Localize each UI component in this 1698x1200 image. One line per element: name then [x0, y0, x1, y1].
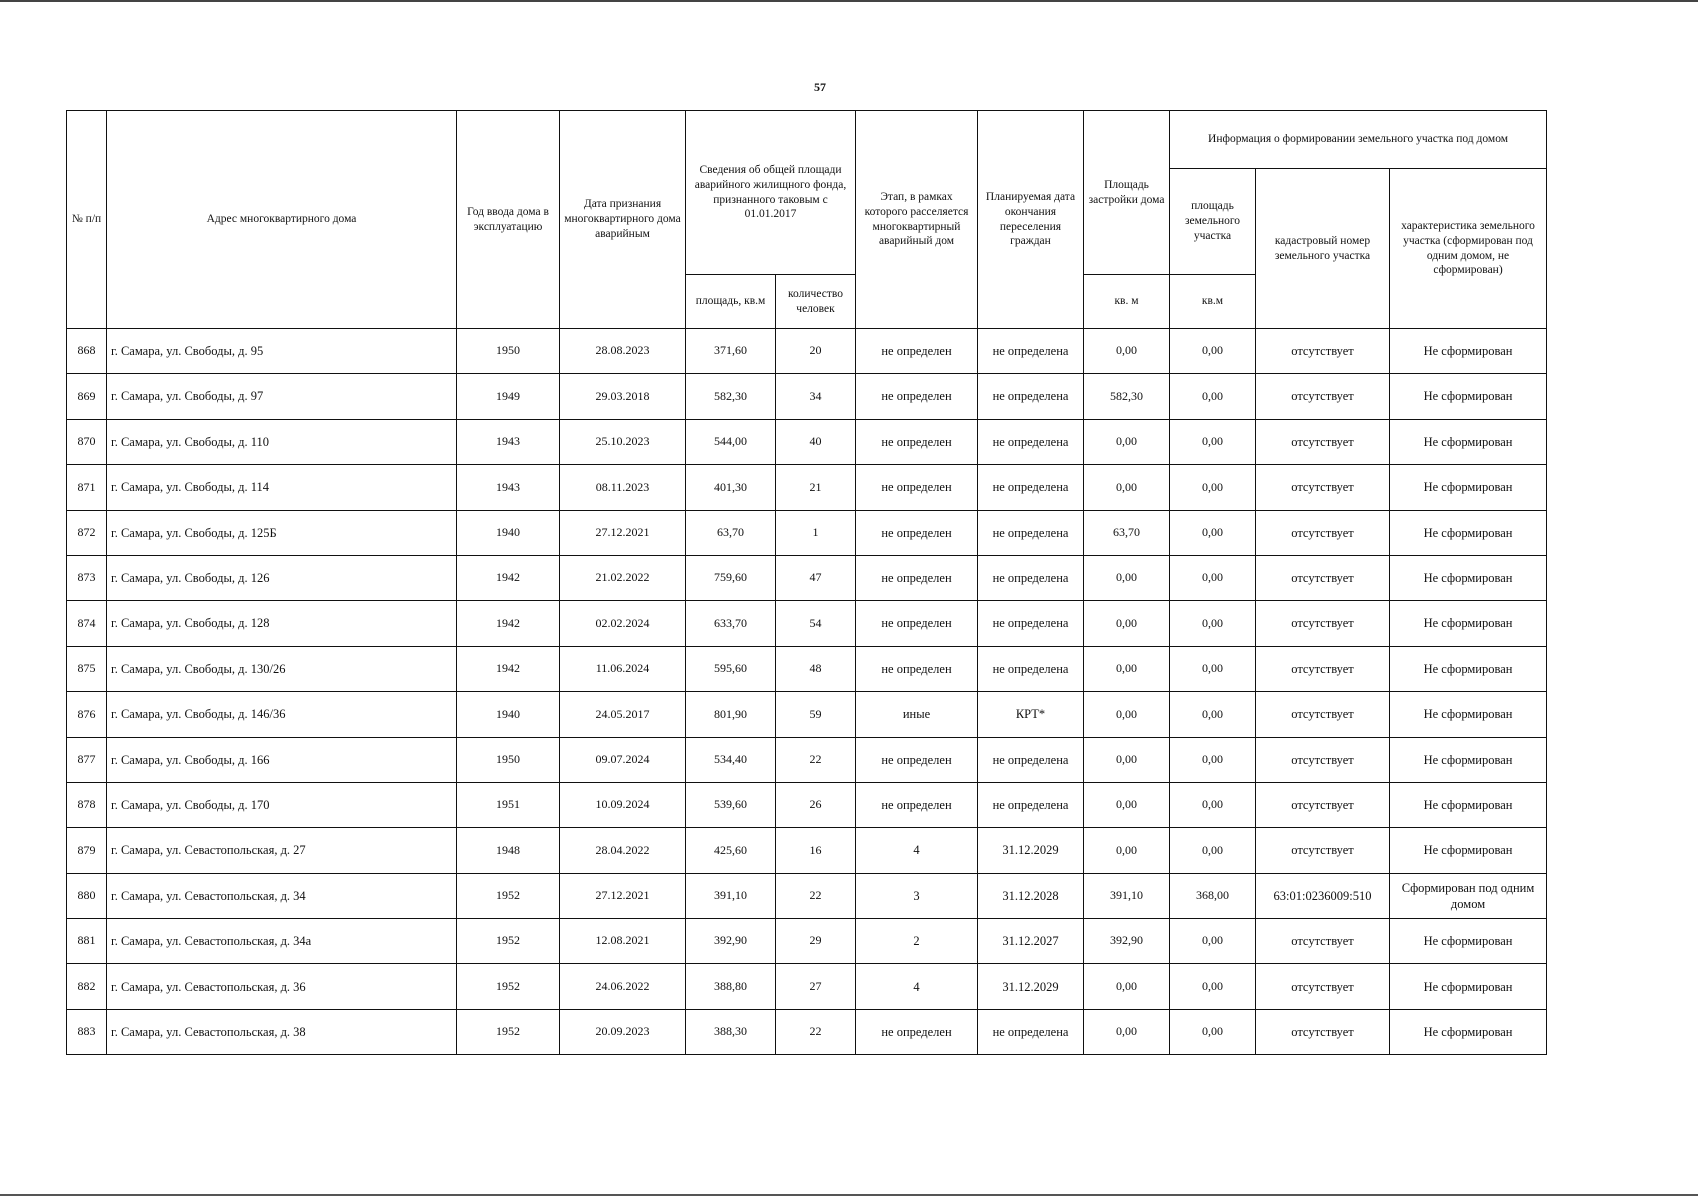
table-row	[67, 510, 1547, 555]
cell-emergency-date: 28.08.2023	[560, 329, 686, 374]
cell-emergency-date: 11.06.2024	[560, 646, 686, 691]
cell-area: 595,60	[686, 646, 776, 691]
cell-land-status: Не сформирован	[1390, 555, 1547, 600]
cell-address: г. Самара, ул. Севастопольская, д. 38	[107, 1009, 457, 1054]
header-stage: Этап, в рамках которого расселяется многоквартирный аварийный дом	[856, 111, 978, 329]
cell-land-area: 0,00	[1170, 1009, 1256, 1054]
cell-planned-end: 31.12.2029	[978, 828, 1084, 873]
cell-people: 27	[776, 964, 856, 1009]
cell-address: г. Самара, ул. Свободы, д. 130/26	[107, 646, 457, 691]
cell-land-area: 0,00	[1170, 919, 1256, 964]
cell-people: 48	[776, 646, 856, 691]
table-row	[67, 419, 1547, 464]
cell-year: 1950	[457, 329, 560, 374]
cell-land-status: Не сформирован	[1390, 919, 1547, 964]
cell-num: 869	[67, 374, 107, 419]
header-emergency-date: Дата признания многоквартирного дома аварийным	[560, 111, 686, 329]
cell-building-area: 0,00	[1084, 692, 1170, 737]
header-building-area-unit: кв. м	[1084, 275, 1170, 329]
cell-land-status: Сформирован под одним домом	[1390, 873, 1547, 918]
cell-year: 1952	[457, 964, 560, 1009]
cell-planned-end: 31.12.2029	[978, 964, 1084, 1009]
cell-emergency-date: 29.03.2018	[560, 374, 686, 419]
cell-address: г. Самара, ул. Свободы, д. 146/36	[107, 692, 457, 737]
cell-year: 1940	[457, 692, 560, 737]
cell-emergency-date: 08.11.2023	[560, 465, 686, 510]
header-land-group: Информация о формировании земельного участка под домом	[1170, 111, 1547, 169]
cell-year: 1949	[457, 374, 560, 419]
cell-area: 633,70	[686, 601, 776, 646]
cell-stage: не определен	[856, 1009, 978, 1054]
cell-cadastral: отсутствует	[1256, 737, 1390, 782]
cell-stage: не определен	[856, 419, 978, 464]
cell-address: г. Самара, ул. Севастопольская, д. 34	[107, 873, 457, 918]
cell-people: 21	[776, 465, 856, 510]
cell-people: 29	[776, 919, 856, 964]
cell-building-area: 392,90	[1084, 919, 1170, 964]
table-row	[67, 329, 1547, 374]
header-year: Год ввода дома в эксплуатацию	[457, 111, 560, 329]
cell-building-area: 0,00	[1084, 737, 1170, 782]
cell-people: 22	[776, 737, 856, 782]
cell-cadastral: отсутствует	[1256, 919, 1390, 964]
cell-area: 371,60	[686, 329, 776, 374]
table-row	[67, 374, 1547, 419]
table-row	[67, 1009, 1547, 1054]
cell-land-status: Не сформирован	[1390, 601, 1547, 646]
cell-land-area: 0,00	[1170, 828, 1256, 873]
cell-building-area: 0,00	[1084, 419, 1170, 464]
cell-stage: не определен	[856, 510, 978, 555]
cell-planned-end: не определена	[978, 374, 1084, 419]
table-row	[67, 964, 1547, 1009]
cell-year: 1942	[457, 601, 560, 646]
cell-address: г. Самара, ул. Свободы, д. 114	[107, 465, 457, 510]
cell-land-area: 0,00	[1170, 419, 1256, 464]
cell-people: 1	[776, 510, 856, 555]
cell-land-status: Не сформирован	[1390, 329, 1547, 374]
cell-num: 873	[67, 555, 107, 600]
cell-cadastral: отсутствует	[1256, 828, 1390, 873]
cell-stage: иные	[856, 692, 978, 737]
header-address: Адрес многоквартирного дома	[107, 111, 457, 329]
cell-land-area: 0,00	[1170, 374, 1256, 419]
header-building-area: Площадь застройки дома	[1084, 111, 1170, 275]
cell-people: 22	[776, 873, 856, 918]
cell-planned-end: не определена	[978, 737, 1084, 782]
cell-stage: не определен	[856, 465, 978, 510]
cell-people: 54	[776, 601, 856, 646]
cell-land-area: 0,00	[1170, 601, 1256, 646]
cell-building-area: 0,00	[1084, 555, 1170, 600]
header-land-area: площадь земельного участка	[1170, 169, 1256, 275]
cell-people: 34	[776, 374, 856, 419]
cell-area: 388,80	[686, 964, 776, 1009]
cell-area: 63,70	[686, 510, 776, 555]
cell-year: 1942	[457, 646, 560, 691]
header-land-status: характеристика земельного участка (сформирован под одним домом, не сформирован)	[1390, 169, 1547, 329]
cell-planned-end: не определена	[978, 419, 1084, 464]
cell-cadastral: отсутствует	[1256, 374, 1390, 419]
cell-people: 16	[776, 828, 856, 873]
cell-building-area: 0,00	[1084, 1009, 1170, 1054]
table-row	[67, 828, 1547, 873]
cell-emergency-date: 27.12.2021	[560, 510, 686, 555]
cell-land-area: 0,00	[1170, 555, 1256, 600]
cell-land-status: Не сформирован	[1390, 1009, 1547, 1054]
cell-emergency-date: 21.02.2022	[560, 555, 686, 600]
cell-cadastral: отсутствует	[1256, 465, 1390, 510]
header-area-info-group: Сведения об общей площади аварийного жилищного фонда, признанного таковым с 01.01.2017	[686, 111, 856, 275]
cell-cadastral: отсутствует	[1256, 964, 1390, 1009]
cell-address: г. Самара, ул. Свободы, д. 170	[107, 782, 457, 827]
cell-land-area: 0,00	[1170, 782, 1256, 827]
cell-stage: 4	[856, 964, 978, 1009]
cell-year: 1943	[457, 419, 560, 464]
cell-building-area: 0,00	[1084, 964, 1170, 1009]
cell-planned-end: не определена	[978, 601, 1084, 646]
cell-num: 876	[67, 692, 107, 737]
cell-num: 868	[67, 329, 107, 374]
cell-emergency-date: 09.07.2024	[560, 737, 686, 782]
cell-stage: не определен	[856, 782, 978, 827]
cell-land-area: 0,00	[1170, 737, 1256, 782]
cell-area: 801,90	[686, 692, 776, 737]
cell-area: 534,40	[686, 737, 776, 782]
cell-area: 391,10	[686, 873, 776, 918]
cell-stage: не определен	[856, 329, 978, 374]
cell-area: 544,00	[686, 419, 776, 464]
cell-stage: 4	[856, 828, 978, 873]
cell-year: 1952	[457, 1009, 560, 1054]
cell-land-area: 0,00	[1170, 510, 1256, 555]
cell-num: 877	[67, 737, 107, 782]
cell-land-status: Не сформирован	[1390, 782, 1547, 827]
cell-year: 1943	[457, 465, 560, 510]
cell-emergency-date: 20.09.2023	[560, 1009, 686, 1054]
cell-cadastral: отсутствует	[1256, 329, 1390, 374]
table-body	[67, 329, 1547, 1055]
cell-land-area: 0,00	[1170, 465, 1256, 510]
cell-cadastral: отсутствует	[1256, 692, 1390, 737]
cell-land-status: Не сформирован	[1390, 465, 1547, 510]
cell-num: 882	[67, 964, 107, 1009]
emergency-housing-table	[66, 110, 1547, 1055]
header-people-count: количество человек	[776, 275, 856, 329]
cell-land-status: Не сформирован	[1390, 419, 1547, 464]
cell-land-status: Не сформирован	[1390, 828, 1547, 873]
header-area-sqm: площадь, кв.м	[686, 275, 776, 329]
table-row	[67, 873, 1547, 918]
cell-people: 20	[776, 329, 856, 374]
cell-land-area: 0,00	[1170, 329, 1256, 374]
cell-emergency-date: 27.12.2021	[560, 873, 686, 918]
table-header	[67, 111, 1547, 329]
header-cadastral: кадастровый номер земельного участка	[1256, 169, 1390, 329]
cell-num: 878	[67, 782, 107, 827]
cell-land-status: Не сформирован	[1390, 510, 1547, 555]
cell-cadastral: 63:01:0236009:510	[1256, 873, 1390, 918]
cell-planned-end: не определена	[978, 465, 1084, 510]
cell-planned-end: КРТ*	[978, 692, 1084, 737]
cell-planned-end: не определена	[978, 510, 1084, 555]
cell-num: 880	[67, 873, 107, 918]
cell-year: 1942	[457, 555, 560, 600]
cell-num: 871	[67, 465, 107, 510]
cell-land-area: 0,00	[1170, 646, 1256, 691]
cell-planned-end: 31.12.2027	[978, 919, 1084, 964]
cell-area: 539,60	[686, 782, 776, 827]
cell-area: 582,30	[686, 374, 776, 419]
cell-land-area: 0,00	[1170, 692, 1256, 737]
cell-cadastral: отсутствует	[1256, 1009, 1390, 1054]
cell-stage: не определен	[856, 737, 978, 782]
cell-emergency-date: 02.02.2024	[560, 601, 686, 646]
cell-address: г. Самара, ул. Севастопольская, д. 36	[107, 964, 457, 1009]
cell-address: г. Самара, ул. Свободы, д. 166	[107, 737, 457, 782]
cell-people: 26	[776, 782, 856, 827]
top-scan-rule	[0, 0, 1698, 2]
cell-planned-end: не определена	[978, 1009, 1084, 1054]
cell-stage: не определен	[856, 555, 978, 600]
header-planned-end: Планируемая дата окончания переселения граждан	[978, 111, 1084, 329]
cell-cadastral: отсутствует	[1256, 601, 1390, 646]
cell-address: г. Самара, ул. Свободы, д. 128	[107, 601, 457, 646]
cell-area: 401,30	[686, 465, 776, 510]
cell-building-area: 0,00	[1084, 465, 1170, 510]
cell-address: г. Самара, ул. Свободы, д. 126	[107, 555, 457, 600]
cell-emergency-date: 24.05.2017	[560, 692, 686, 737]
cell-area: 759,60	[686, 555, 776, 600]
cell-stage: 3	[856, 873, 978, 918]
cell-num: 879	[67, 828, 107, 873]
page-number: 57	[814, 80, 826, 94]
cell-area: 425,60	[686, 828, 776, 873]
cell-address: г. Самара, ул. Свободы, д. 97	[107, 374, 457, 419]
table-row	[67, 919, 1547, 964]
cell-year: 1951	[457, 782, 560, 827]
cell-planned-end: не определена	[978, 555, 1084, 600]
table-row	[67, 782, 1547, 827]
cell-building-area: 63,70	[1084, 510, 1170, 555]
cell-year: 1940	[457, 510, 560, 555]
cell-land-area: 368,00	[1170, 873, 1256, 918]
cell-stage: не определен	[856, 374, 978, 419]
cell-address: г. Самара, ул. Севастопольская, д. 34а	[107, 919, 457, 964]
cell-cadastral: отсутствует	[1256, 555, 1390, 600]
cell-cadastral: отсутствует	[1256, 782, 1390, 827]
header-land-area-unit: кв.м	[1170, 275, 1256, 329]
cell-num: 883	[67, 1009, 107, 1054]
cell-land-status: Не сформирован	[1390, 737, 1547, 782]
cell-num: 881	[67, 919, 107, 964]
cell-land-status: Не сформирован	[1390, 964, 1547, 1009]
cell-people: 47	[776, 555, 856, 600]
table-row	[67, 601, 1547, 646]
cell-emergency-date: 25.10.2023	[560, 419, 686, 464]
table-row	[67, 737, 1547, 782]
table-row	[67, 465, 1547, 510]
cell-building-area: 582,30	[1084, 374, 1170, 419]
cell-building-area: 0,00	[1084, 782, 1170, 827]
cell-year: 1948	[457, 828, 560, 873]
cell-building-area: 0,00	[1084, 601, 1170, 646]
cell-address: г. Самара, ул. Свободы, д. 110	[107, 419, 457, 464]
cell-area: 388,30	[686, 1009, 776, 1054]
cell-year: 1952	[457, 873, 560, 918]
cell-stage: 2	[856, 919, 978, 964]
cell-cadastral: отсутствует	[1256, 646, 1390, 691]
cell-planned-end: не определена	[978, 646, 1084, 691]
cell-people: 59	[776, 692, 856, 737]
cell-emergency-date: 10.09.2024	[560, 782, 686, 827]
cell-building-area: 0,00	[1084, 329, 1170, 374]
cell-building-area: 0,00	[1084, 828, 1170, 873]
cell-num: 874	[67, 601, 107, 646]
cell-land-area: 0,00	[1170, 964, 1256, 1009]
cell-num: 872	[67, 510, 107, 555]
cell-stage: не определен	[856, 601, 978, 646]
cell-cadastral: отсутствует	[1256, 510, 1390, 555]
cell-emergency-date: 28.04.2022	[560, 828, 686, 873]
cell-emergency-date: 12.08.2021	[560, 919, 686, 964]
cell-address: г. Самара, ул. Севастопольская, д. 27	[107, 828, 457, 873]
cell-area: 392,90	[686, 919, 776, 964]
cell-year: 1952	[457, 919, 560, 964]
header-num: № п/п	[67, 111, 107, 329]
table-row	[67, 646, 1547, 691]
bottom-scan-rule	[0, 1194, 1698, 1196]
cell-land-status: Не сформирован	[1390, 692, 1547, 737]
cell-address: г. Самара, ул. Свободы, д. 125Б	[107, 510, 457, 555]
cell-num: 875	[67, 646, 107, 691]
cell-cadastral: отсутствует	[1256, 419, 1390, 464]
cell-building-area: 0,00	[1084, 646, 1170, 691]
cell-planned-end: не определена	[978, 782, 1084, 827]
cell-num: 870	[67, 419, 107, 464]
cell-year: 1950	[457, 737, 560, 782]
cell-land-status: Не сформирован	[1390, 646, 1547, 691]
table-row	[67, 692, 1547, 737]
cell-address: г. Самара, ул. Свободы, д. 95	[107, 329, 457, 374]
cell-planned-end: не определена	[978, 329, 1084, 374]
cell-land-status: Не сформирован	[1390, 374, 1547, 419]
cell-stage: не определен	[856, 646, 978, 691]
cell-emergency-date: 24.06.2022	[560, 964, 686, 1009]
cell-planned-end: 31.12.2028	[978, 873, 1084, 918]
cell-people: 22	[776, 1009, 856, 1054]
table-row	[67, 555, 1547, 600]
cell-people: 40	[776, 419, 856, 464]
cell-building-area: 391,10	[1084, 873, 1170, 918]
